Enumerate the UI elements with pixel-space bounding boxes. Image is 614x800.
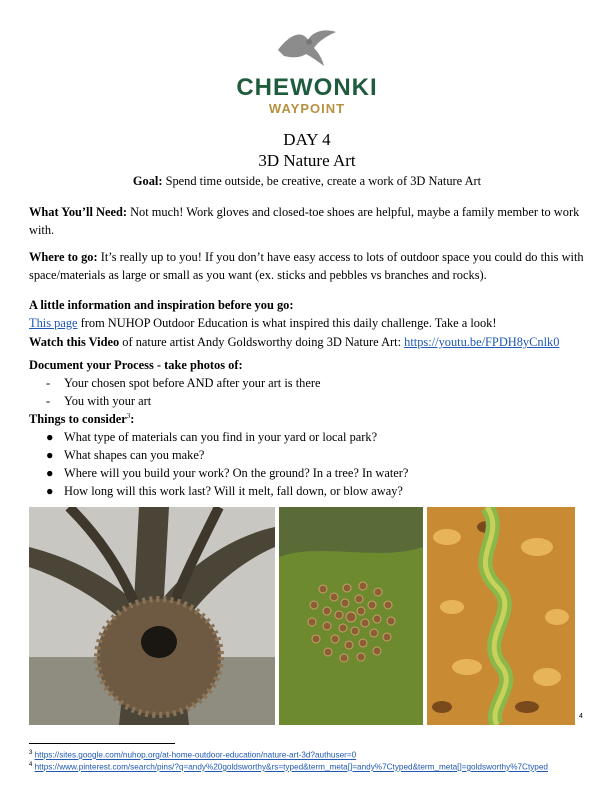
info-heading: A little information and inspiration before you go: <box>29 298 294 312</box>
day-heading: DAY 4 <box>283 130 331 149</box>
chewonki-logo <box>0 28 614 117</box>
list-item: ● What shapes can you make? <box>46 448 205 463</box>
where-text: It’s really up to you! If you don’t have easy access to lots of outdoor space you could do this with space/materials as large or small as you want (ex. sticks and pebbles vs branches and rocks). <box>29 250 584 282</box>
list-item: ● What type of materials can you find in your yard or local park? <box>46 430 378 445</box>
logo-sub: WAYPOINT <box>268 101 346 116</box>
footnote-divider <box>29 743 175 744</box>
photo-footnote-ref: 4 <box>579 713 583 720</box>
footnote-4-link[interactable]: https://www.pinterest.com/search/pins/?q=andy%20goldsworthy&rs=typed&term_meta[]=andy%7Ctyped&term_meta[]=goldsworthy%7Ctyped <box>34 762 548 772</box>
document-list <box>29 374 589 410</box>
page-title: 3D Nature Art <box>258 151 356 170</box>
video-text: of nature artist Andy Goldsworthy doing 3D Nature Art: <box>119 335 405 349</box>
footnote-3: $^3$ https://sites.google.com/nuhop.org/at-home-outdoor-education/nature-art-3d?authuser=0 <box>29 750 357 760</box>
where-paragraph <box>29 248 589 284</box>
video-link[interactable]: https://youtu.be/FPDH8yCnlk0 <box>404 335 560 349</box>
document-section <box>29 356 589 410</box>
acorn-spiral-photo <box>279 507 423 725</box>
info-text: from NUHOP Outdoor Education is what inspired this daily challenge. Take a look! <box>77 316 497 330</box>
video-paragraph <box>29 333 589 351</box>
leaf-line-photo <box>427 507 575 725</box>
video-label: Watch this Video <box>29 335 120 349</box>
footnote-4: $^4$ https://www.pinterest.com/search/pins/?q=andy%20goldsworthy&rs=typed&term_meta[]=andy%7Ctyped&term_meta[]=goldsworthy%7Ctyped <box>29 762 548 772</box>
footnote-3-link[interactable]: https://sites.google.com/nuhop.org/at-home-outdoor-education/nature-art-3d?authuser=0 <box>34 750 357 760</box>
consider-heading: Things to consider$^3$: <box>29 412 135 427</box>
list-item: ● Where will you build your work? On the ground? In a tree? In water? <box>46 466 409 481</box>
osprey-icon <box>272 28 342 70</box>
need-label: What You’ll Need: <box>29 205 127 219</box>
this-page-link[interactable]: This page <box>29 316 78 330</box>
consider-list <box>29 428 589 500</box>
need-text: Not much! Work gloves and closed-toe shoes are helpful, maybe a family member to work with. <box>29 205 580 237</box>
consider-section <box>29 407 589 500</box>
list-item: ● How long will this work last? Will it melt, fall down, or blow away? <box>46 484 403 499</box>
where-label: Where to go: <box>29 250 98 264</box>
logo-brand: CHEWONKI <box>236 74 378 101</box>
info-paragraph <box>29 296 589 332</box>
document-heading: Document your Process - take photos of: <box>29 358 243 372</box>
need-paragraph <box>29 203 589 239</box>
goal-text: Spend time outside, be creative, create a work of 3D Nature Art <box>162 174 482 188</box>
list-item: - You with your art <box>46 394 152 408</box>
tree-nest-photo <box>29 507 275 725</box>
goal-line <box>0 174 614 189</box>
goal-label: Goal: <box>132 174 163 188</box>
list-item: - Your chosen spot before AND after your art is there <box>46 376 321 390</box>
